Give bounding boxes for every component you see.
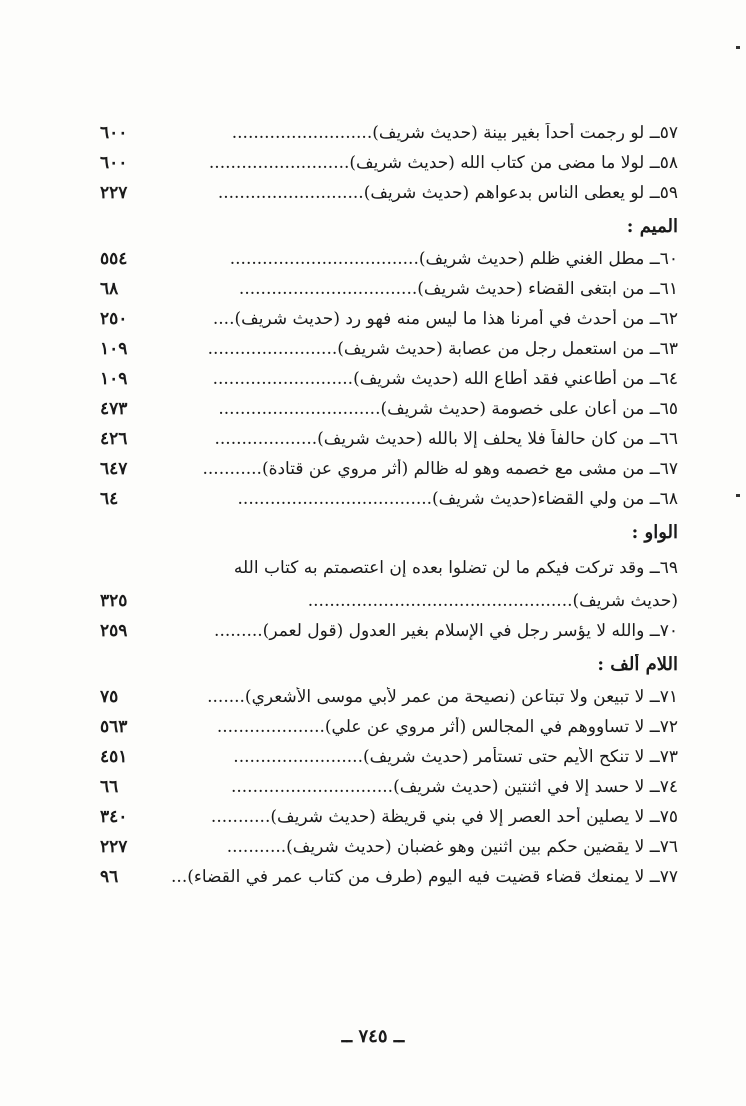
entry-text: ٦٢ــ من أحدث في أمرنا هذا ما ليس منه فهو رد (حديث شريف).... xyxy=(212,309,678,329)
entry-text: ٥٨ــ لولا ما مضى من كتاب الله (حديث شريف).......................... xyxy=(208,153,678,173)
entry-page-number: ٢٢٧ xyxy=(100,837,128,857)
entry-page-number: ٧٥ xyxy=(100,687,119,707)
entry-page-number: ١٠٩ xyxy=(100,339,128,359)
index-entry xyxy=(100,862,678,892)
entry-text: ٧١ــ لا تبيعن ولا تبتاعن (نصيحة من عمر لأبي موسى الأشعري)....... xyxy=(207,687,678,707)
entry-page-number: ٢٥٩ xyxy=(100,621,128,641)
entry-page-number: ٢٥٠ xyxy=(100,309,128,329)
index-entry xyxy=(100,364,678,394)
entry-page-number: ٢٢٧ xyxy=(100,183,128,203)
index-entry xyxy=(100,586,678,616)
index-entry xyxy=(100,742,678,772)
page-number: ــ ٧٤٥ ــ xyxy=(341,1026,405,1047)
index-entry xyxy=(100,244,678,274)
entry-text: ٧٥ــ لا يصلين أحد العصر إلا في بني قريظة (حديث شريف)........... xyxy=(210,807,678,827)
section-header xyxy=(100,208,678,244)
entry-page-number: ٣٤٠ xyxy=(100,807,128,827)
section-header xyxy=(100,646,678,682)
entry-page-number: ٦٠٠ xyxy=(100,123,128,143)
entry-text: ٦٠ــ مطل الغني ظلم (حديث شريف)................................... xyxy=(229,249,678,269)
index-entry xyxy=(100,148,678,178)
entry-page-number: ٥٥٤ xyxy=(100,249,128,269)
index-entry xyxy=(100,274,678,304)
entry-page-number: ٤٢٦ xyxy=(100,429,128,449)
entry-page-number: ٤٧٣ xyxy=(100,399,128,419)
entry-page-number: ٣٢٥ xyxy=(100,591,128,611)
entry-text: ٥٩ــ لو يعطى الناس بدعواهم (حديث شريف)........................... xyxy=(217,183,678,203)
entry-text: ٧٣ــ لا تنكح الأيم حتى تستأمر (حديث شريف)........................ xyxy=(233,747,678,767)
index-entry xyxy=(100,550,678,586)
index-entry xyxy=(100,832,678,862)
entry-text: (حديث شريف)................................................. xyxy=(307,591,678,611)
index-entry xyxy=(100,484,678,514)
entry-text: ٧٤ــ لا حسد إلا في اثنتين (حديث شريف).............................. xyxy=(230,777,678,797)
entry-text: ٧٦ــ لا يقضين حكم بين اثنين وهو غضبان (حديث شريف)........... xyxy=(226,837,678,857)
entry-text: ٦٥ــ من أعان على خصومة (حديث شريف).............................. xyxy=(218,399,678,419)
index-entry xyxy=(100,304,678,334)
section-header-label: الواو : xyxy=(631,521,678,543)
entry-page-number: ٦٤ xyxy=(100,489,119,509)
entry-text: ٦٣ــ من استعمل رجل من عصابة (حديث شريف)........................ xyxy=(207,339,678,359)
entry-page-number: ٦٤٧ xyxy=(100,459,128,479)
index-entry xyxy=(100,802,678,832)
index-entry xyxy=(100,712,678,742)
index-entry xyxy=(100,394,678,424)
index-entry xyxy=(100,772,678,802)
entry-text: ٧٢ــ لا تساووهم في المجالس (أثر مروي عن علي).................... xyxy=(216,717,678,737)
entry-text: ٥٧ــ لو رجمت أحداً بغير بينة (حديث شريف).......................... xyxy=(231,123,678,143)
entry-page-number: ٤٥١ xyxy=(100,747,128,767)
entry-page-number: ٦٨ xyxy=(100,279,119,299)
edge-mark xyxy=(736,46,740,49)
index-list xyxy=(100,118,678,892)
entry-page-number: ٥٦٣ xyxy=(100,717,128,737)
index-entry xyxy=(100,424,678,454)
index-entry xyxy=(100,334,678,364)
index-entry xyxy=(100,454,678,484)
entry-page-number: ٦٦ xyxy=(100,777,119,797)
entry-text: ٧٧ــ لا يمنعك قضاء قضيت فيه اليوم (طرف من كتاب عمر في القضاء)... xyxy=(171,867,678,887)
section-header-label: الميم : xyxy=(626,215,678,237)
entry-text: ٧٠ــ والله لا يؤسر رجل في الإسلام بغير العدول (قول لعمر)......... xyxy=(214,621,678,641)
edge-mark xyxy=(736,494,740,497)
section-header-label: اللام ألف : xyxy=(597,653,678,675)
entry-text: ٦٩ــ وقد تركت فيكم ما لن تضلوا بعده إن اعتصمتم به كتاب الله xyxy=(233,558,678,578)
entry-page-number: ٩٦ xyxy=(100,867,119,887)
index-entry xyxy=(100,682,678,712)
entry-page-number: ١٠٩ xyxy=(100,369,128,389)
section-header xyxy=(100,514,678,550)
index-entry xyxy=(100,118,678,148)
index-entry xyxy=(100,178,678,208)
entry-text: ٦٤ــ من أطاعني فقد أطاع الله (حديث شريف).......................... xyxy=(212,369,678,389)
index-entry xyxy=(100,616,678,646)
entry-text: ٦٦ــ من كان حالفاً فلا يحلف إلا بالله (حديث شريف)................... xyxy=(214,429,678,449)
entry-page-number: ٦٠٠ xyxy=(100,153,128,173)
entry-text: ٦٧ــ من مشى مع خصمه وهو له ظالم (أثر مروي عن قتادة)........... xyxy=(202,459,678,479)
entry-text: ٦٨ــ من ولي القضاء(حديث شريف).................................... xyxy=(237,489,678,509)
entry-text: ٦١ــ من ابتغى القضاء (حديث شريف)................................. xyxy=(238,279,678,299)
